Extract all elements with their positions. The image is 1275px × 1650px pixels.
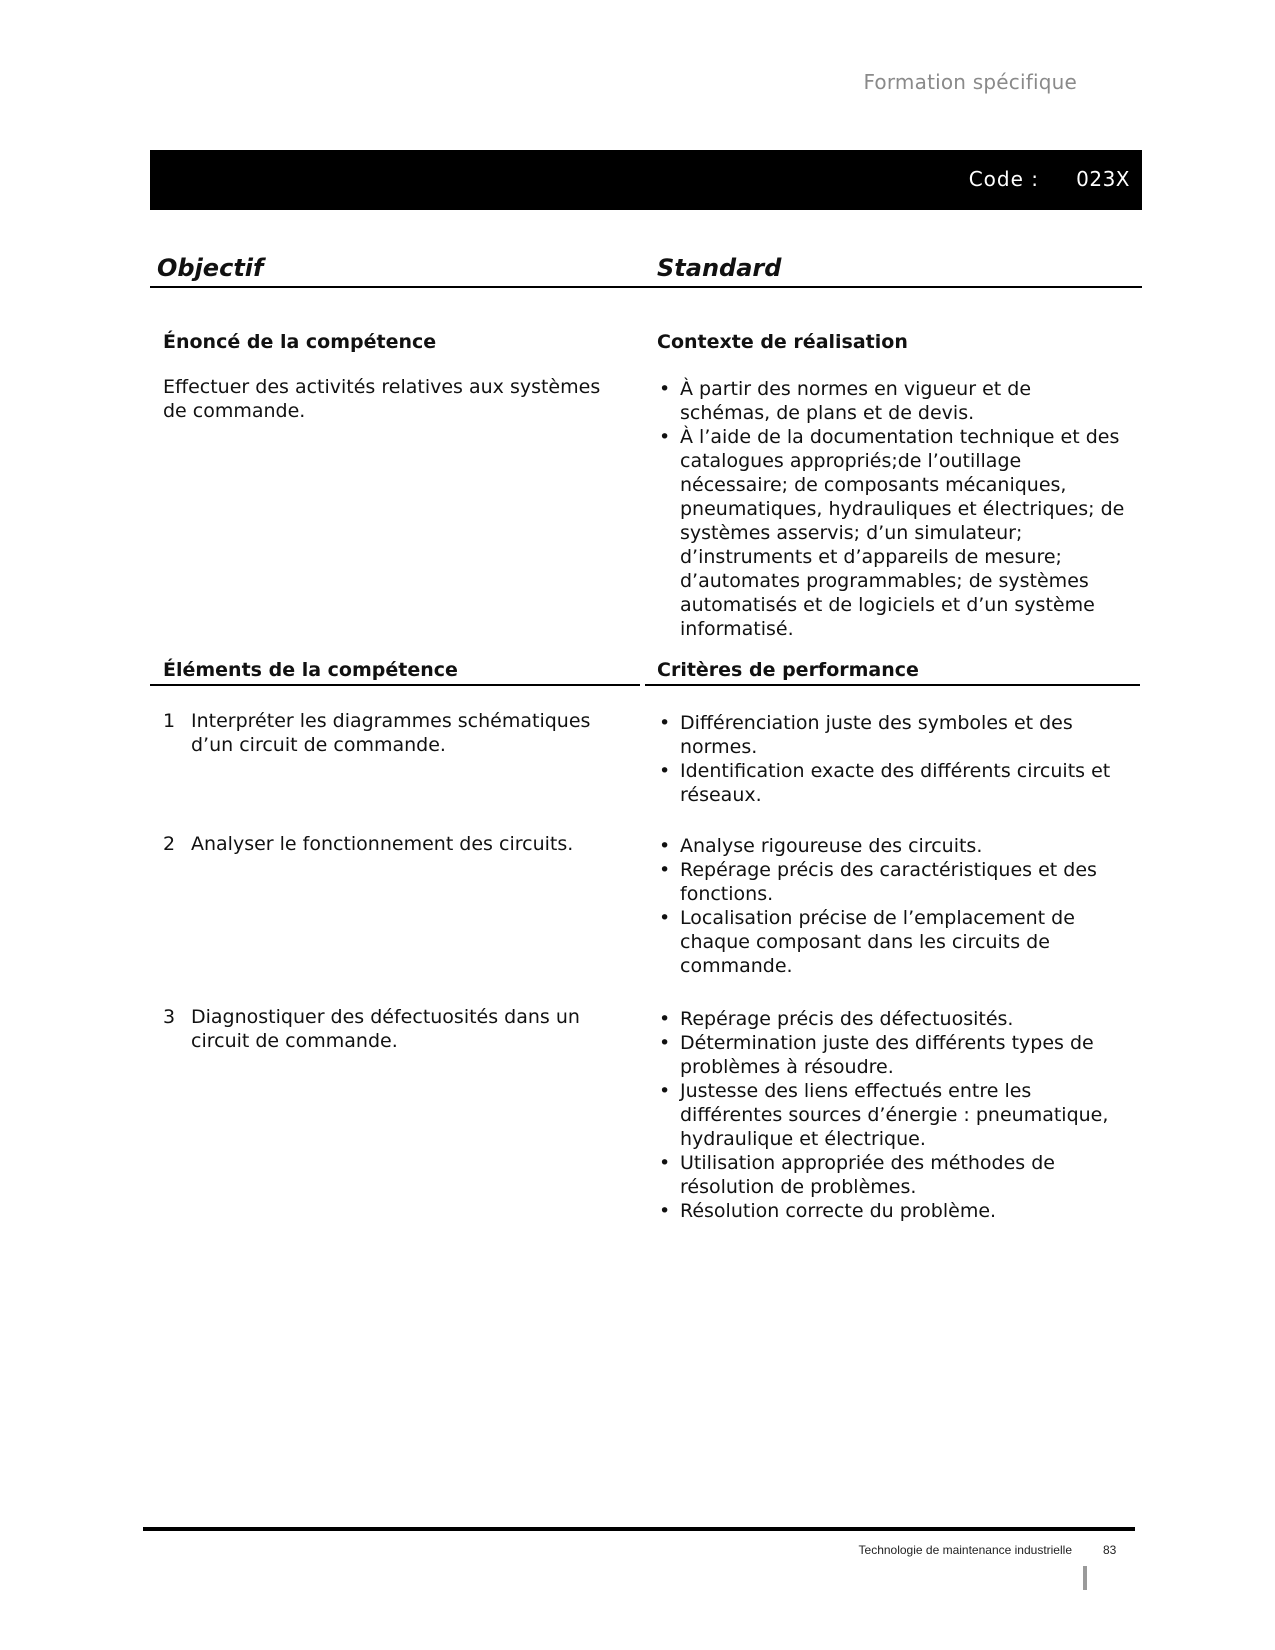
code-bar [150,150,1142,210]
list-item: • Analyse rigoureuse des circuits. [659,835,983,857]
criteres-title: Critères de performance [657,659,919,681]
element-text: Diagnostiquer des défectuosités dans un circuit de commande. [191,1006,580,1052]
list-item: • À l’aide de la documentation technique et des catalogues appropriés;de l’outillage nécessaire; de composants mécaniques, pneumatiques, hydrauliques et électriques; de systèmes asservis; d’un simulateur; d’instruments et d’appareils de mesure; d’automates programmables; de systèmes automatisés et de logiciels et d’un système informatisé. [659,426,1125,640]
bullet-icon: • [659,907,671,929]
list-item: • À partir des normes en vigueur et de schémas, de plans et de devis. [659,378,1032,424]
contexte-list [657,377,1127,641]
contexte-title: Contexte de réalisation [657,331,908,353]
bullet-icon: • [659,426,671,448]
bullet-icon: • [659,1008,671,1030]
running-head: Formation spécifique [863,70,1077,94]
list-item: • Justesse des liens effectués entre les différentes sources d’énergie : pneumatique, hydraulique et électrique. [659,1080,1109,1150]
standard-heading: Standard [657,254,782,282]
element-number: 2 [163,833,176,855]
criteres-group-1 [657,711,1127,807]
list-item: • Utilisation appropriée des méthodes de résolution de problèmes. [659,1152,1055,1198]
element-number: 3 [163,1006,176,1028]
element-text: Analyser le fonctionnement des circuits. [191,833,574,855]
bullet-icon: • [659,1200,671,1222]
bullet-icon: • [659,1032,671,1054]
element-number: 1 [163,710,176,732]
footer-title: Technologie de maintenance industrielle [858,1543,1072,1557]
code-label: Code : [968,167,1039,191]
list-item: • Localisation précise de l’emplacement de chaque composant dans les circuits de commande. [659,907,1075,977]
list-item: • Repérage précis des caractéristiques et des fonctions. [659,859,1097,905]
elements-title: Éléments de la compétence [163,659,458,681]
bullet-icon: • [659,712,671,734]
bullet-icon: • [659,1152,671,1174]
elements-rule [150,684,640,686]
enonce-title: Énoncé de la compétence [163,331,437,353]
enonce-text: Effectuer des activités relatives aux systèmes de commande. [163,376,601,422]
heading-rule [150,286,1142,288]
element-1 [163,709,633,757]
bullet-icon: • [659,378,671,400]
element-text: Interpréter les diagrammes schématiques d’un circuit de commande. [191,710,591,756]
list-item: • Repérage précis des défectuosités. [659,1008,1014,1030]
objectif-heading: Objectif [157,254,264,282]
list-item: • Différenciation juste des symboles et des normes. [659,712,1073,758]
criteres-rule [645,684,1140,686]
criteres-group-2 [657,834,1127,978]
list-item: • Détermination juste des différents types de problèmes à résoudre. [659,1032,1094,1078]
list-item: • Résolution correcte du problème. [659,1200,997,1222]
bullet-icon: • [659,1080,671,1102]
element-2 [163,832,633,856]
page-marker [1083,1566,1087,1590]
footer-rule [143,1527,1135,1531]
code-value: 023X [1076,167,1130,191]
element-3 [163,1005,633,1053]
list-item: • Identification exacte des différents circuits et réseaux. [659,760,1111,806]
bullet-icon: • [659,835,671,857]
bullet-icon: • [659,760,671,782]
page-number: 83 [1103,1543,1117,1557]
criteres-group-3 [657,1007,1127,1223]
bullet-icon: • [659,859,671,881]
